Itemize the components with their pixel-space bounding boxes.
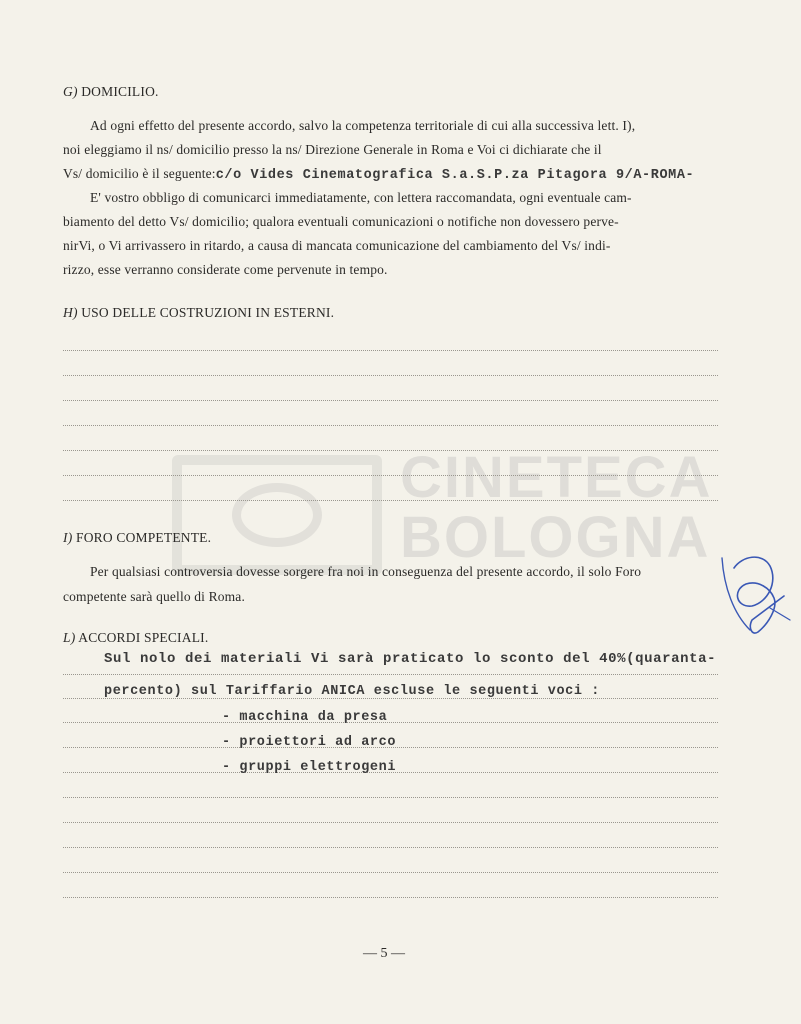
dotted-line <box>63 797 718 798</box>
section-h-heading <box>63 305 334 321</box>
dotted-line <box>63 450 718 451</box>
special-agreement-line-2: percento) sul Tariffario ANICA escluse le seguenti voci : <box>104 684 600 699</box>
section-i-letter: I) <box>63 530 73 545</box>
section-l-letter: L) <box>63 630 76 645</box>
section-g-line-3-text: Vs/ domicilio è il seguente: <box>63 166 216 181</box>
dotted-line <box>63 400 718 401</box>
section-g-line-1: Ad ogni effetto del presente accordo, salvo la competenza territoriale di cui alla successiva lett. I), <box>90 118 636 133</box>
section-g-line-4: E' vostro obbligo di comunicarci immediatamente, con lettera raccomandata, ogni eventuale cam- <box>90 190 632 205</box>
section-i-title: FORO COMPETENTE. <box>75 530 212 545</box>
dotted-line <box>63 475 718 476</box>
handwritten-initials-signature <box>712 548 798 640</box>
page-number: — 5 — <box>363 946 405 961</box>
dotted-line <box>63 822 718 823</box>
dotted-line <box>63 375 718 376</box>
special-agreement-line-1: Sul nolo dei materiali Vi sarà praticato lo sconto del 40%(quaranta- <box>104 651 717 667</box>
section-l-heading <box>63 630 208 646</box>
excluded-item: - macchina da presa <box>222 710 388 725</box>
excluded-item: - proiettori ad arco <box>222 735 397 750</box>
section-i-heading <box>63 530 211 546</box>
watermark-logo-lens <box>232 483 322 547</box>
section-g-line-6: nirVi, o Vi arrivassero in ritardo, a causa di mancata comunicazione del cambiamento del Vs/ indi- <box>63 238 611 253</box>
section-g-letter: G) <box>63 84 78 99</box>
dotted-line <box>63 350 718 351</box>
section-h-title: USO DELLE COSTRUZIONI IN ESTERNI. <box>81 305 335 320</box>
dotted-line <box>63 425 718 426</box>
watermark-text-line2: BOLOGNA <box>400 505 711 570</box>
section-h-letter: H) <box>63 305 78 320</box>
dotted-line <box>63 674 718 675</box>
section-g-title: DOMICILIO. <box>81 84 159 99</box>
dotted-line <box>63 872 718 873</box>
section-g-line-5: biamento del detto Vs/ domicilio; qualora eventuali comunicazioni o notifiche non dovessero perve- <box>63 214 619 229</box>
section-i-line-2: competente sarà quello di Roma. <box>63 589 245 604</box>
excluded-item: - gruppi elettrogeni <box>222 760 397 775</box>
section-g-line-2: noi eleggiamo il ns/ domicilio presso la ns/ Direzione Generale in Roma e Voi ci dichiarate che il <box>63 142 602 157</box>
section-g-heading <box>63 84 159 100</box>
watermark-text-line1: CINETECA <box>400 445 713 510</box>
dotted-line <box>63 897 718 898</box>
section-g-line-3 <box>63 162 694 188</box>
dotted-line <box>63 500 718 501</box>
dotted-line <box>63 847 718 848</box>
section-l-title: ACCORDI SPECIALI. <box>78 630 209 645</box>
section-g-line-7: rizzo, esse verranno considerate come pervenute in tempo. <box>63 262 388 277</box>
section-i-line-1: Per qualsiasi controversia dovesse sorgere fra noi in conseguenza del presente accordo, il solo Foro <box>90 564 642 579</box>
typed-address: c/o Vides Cinematografica S.a.S.P.za Pitagora 9/A-ROMA- <box>215 168 695 183</box>
dotted-line <box>63 722 718 723</box>
